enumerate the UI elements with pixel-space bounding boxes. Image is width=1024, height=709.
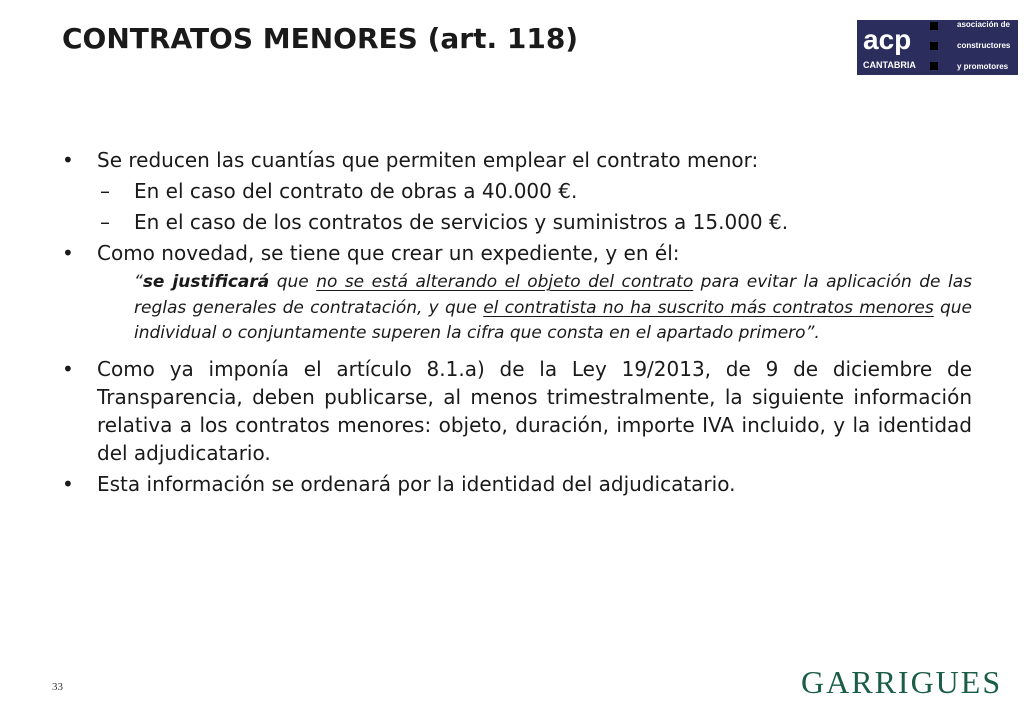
bullet-marker: • (62, 356, 74, 381)
logo-line-1: asociación de (957, 20, 1010, 29)
sub-bullet-text: En el caso de los contratos de servicios y suministros a 15.000 €. (134, 210, 789, 234)
quote-text: que individual o conjuntamente superen la cifra que consta en el apartado primero (134, 297, 973, 343)
sub-bullet-item (62, 177, 972, 205)
bullet-item (62, 470, 972, 498)
slide-title: CONTRATOS MENORES (art. 118) (62, 22, 579, 55)
logo-square-icon (930, 42, 938, 50)
bullet-text: Como ya imponía el artículo 8.1.a) de la Ley 19/2013, de 9 de diciembre de Transparencia, deben publicarse, al menos trimestralmente, la siguiente información relativa a los contratos menores: objeto, duración, importe IVA incluido, y la identidad del adjudicatario. (97, 356, 972, 465)
quote-underlined-text: el contratista no ha suscrito más contratos menores (483, 297, 934, 318)
page-number: 33 (52, 681, 63, 693)
quote-bold-text: se justificará (142, 272, 270, 292)
logo-line-2: constructores (957, 41, 1011, 50)
legal-quote (134, 270, 972, 347)
sub-bullet-text: En el caso del contrato de obras a 40.000 €. (134, 179, 578, 203)
logo-square-icon (930, 62, 938, 70)
logo-square-icon (930, 22, 938, 30)
slide-content (62, 146, 972, 501)
quote-close-mark: ”. (805, 323, 820, 343)
bullet-marker: • (62, 471, 74, 496)
bullet-item (62, 146, 972, 174)
logo-region: CANTABRIA (863, 60, 916, 70)
bullet-marker: • (62, 148, 74, 172)
bullet-item (62, 355, 972, 467)
bullet-item (62, 239, 972, 267)
bullet-marker: • (62, 241, 74, 265)
logo-abbr: acp (863, 24, 912, 55)
dash-marker: – (100, 210, 110, 234)
bullet-text: Como novedad, se tiene que crear un expediente, y en él: (97, 241, 680, 265)
bullet-text: Se reducen las cuantías que permiten emplear el contrato menor: (97, 148, 759, 172)
acp-cantabria-logo (857, 20, 1018, 75)
quote-text: para evitar la aplicación de las reglas generales de contratación, y que (134, 272, 972, 318)
garrigues-logo: GARRIGUES (801, 664, 1003, 700)
bullet-text: Esta información se ordenará por la identidad del adjudicatario. (97, 471, 736, 496)
sub-bullet-item (62, 208, 972, 236)
quote-text: que (269, 272, 317, 292)
dash-marker: – (100, 179, 110, 203)
quote-open-mark: “ (134, 272, 143, 292)
quote-underlined-text: no se está alterando el objeto del contrato (316, 272, 694, 292)
logo-line-3: y promotores (957, 62, 1009, 71)
